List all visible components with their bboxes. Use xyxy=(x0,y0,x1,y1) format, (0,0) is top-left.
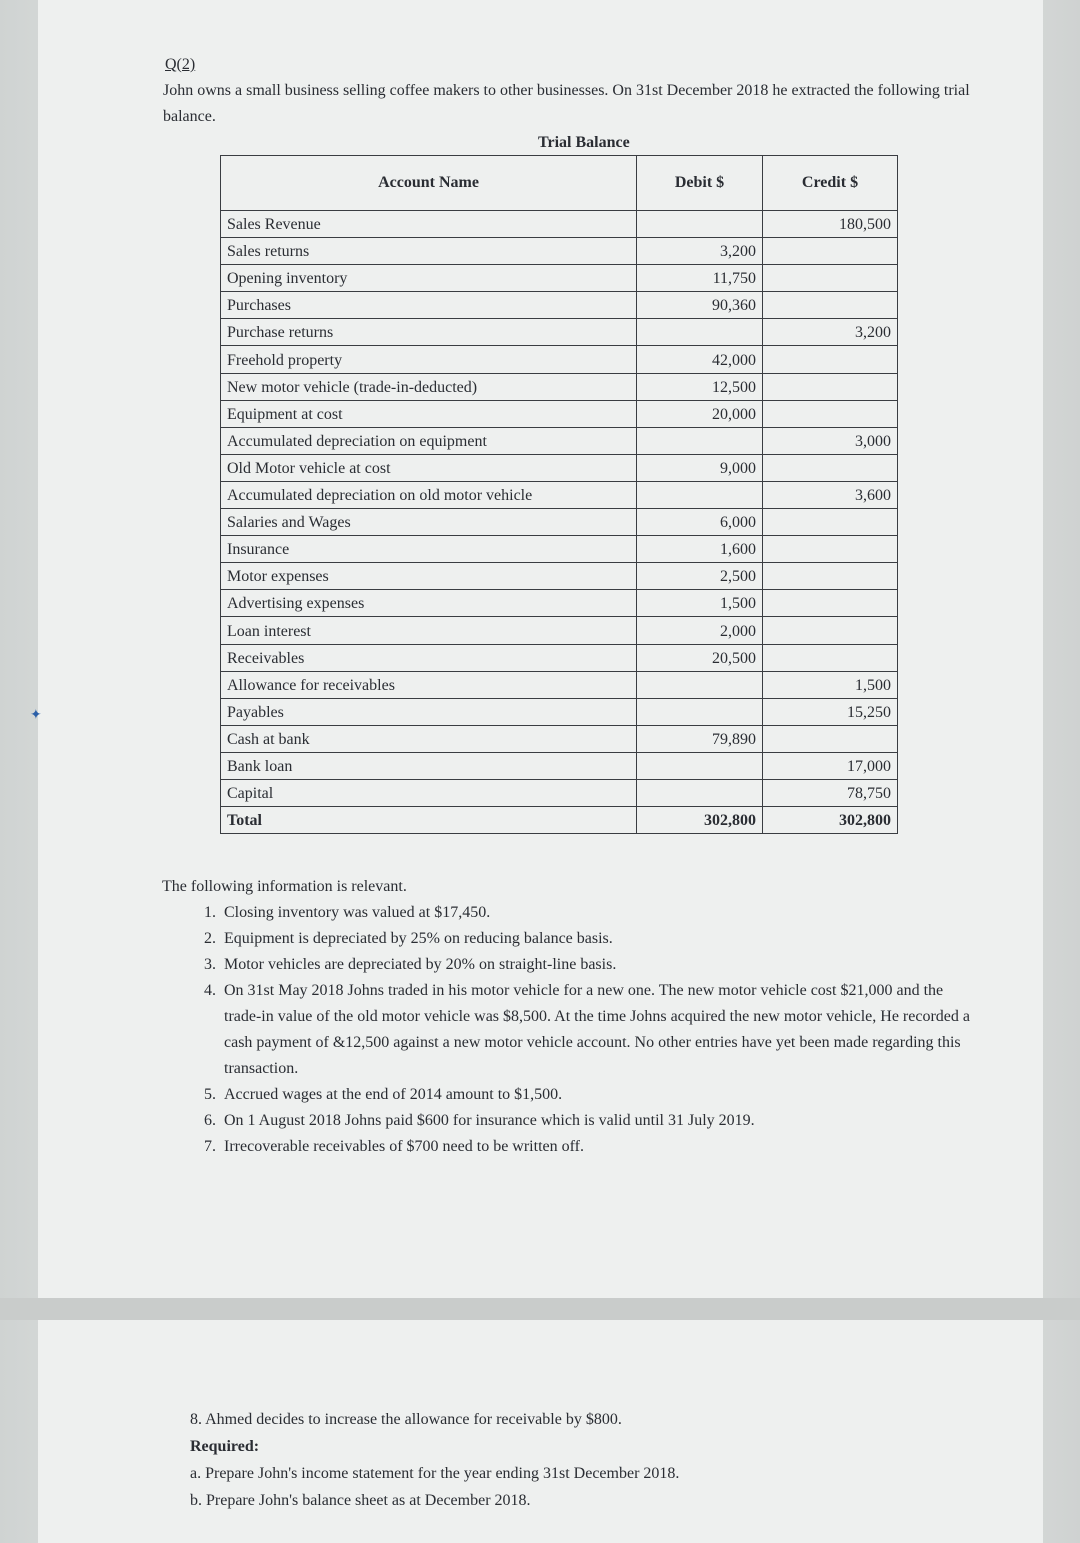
required-a: a. Prepare John's income statement for the year ending 31st December 2018. xyxy=(190,1465,680,1482)
account-name-cell: Sales returns xyxy=(221,238,637,265)
relevant-information xyxy=(162,874,982,1160)
account-name-cell: Bank loan xyxy=(221,752,637,779)
table-row xyxy=(221,292,898,319)
header-debit: Debit $ xyxy=(637,156,763,211)
credit-cell xyxy=(763,454,898,481)
table-row xyxy=(221,509,898,536)
intro-text: John owns a small business selling coffee makers to other businesses. On 31st December 2018 he extracted the following trial balance. xyxy=(163,82,970,125)
debit-cell: 2,500 xyxy=(637,563,763,590)
cursor-mark-icon: ✦ xyxy=(30,708,42,723)
debit-cell: 42,000 xyxy=(637,346,763,373)
table-row xyxy=(221,536,898,563)
debit-cell: 2,000 xyxy=(637,617,763,644)
debit-cell: 1,500 xyxy=(637,590,763,617)
account-name-cell: Opening inventory xyxy=(221,265,637,292)
credit-cell: 15,250 xyxy=(763,698,898,725)
credit-cell xyxy=(763,265,898,292)
debit-cell: 9,000 xyxy=(637,454,763,481)
credit-cell xyxy=(763,292,898,319)
debit-cell: 20,000 xyxy=(637,400,763,427)
credit-cell xyxy=(763,590,898,617)
account-name-cell: Purchases xyxy=(221,292,637,319)
account-name-cell: Receivables xyxy=(221,644,637,671)
table-row xyxy=(221,563,898,590)
account-name-cell: Old Motor vehicle at cost xyxy=(221,454,637,481)
credit-cell: 3,600 xyxy=(763,481,898,508)
required-section xyxy=(190,1406,1010,1514)
credit-cell: 17,000 xyxy=(763,752,898,779)
debit-cell: 12,500 xyxy=(637,373,763,400)
debit-cell: 79,890 xyxy=(637,725,763,752)
table-total-row xyxy=(221,807,898,834)
credit-cell xyxy=(763,238,898,265)
credit-cell xyxy=(763,725,898,752)
debit-cell xyxy=(637,698,763,725)
debit-cell: 3,200 xyxy=(637,238,763,265)
table-row xyxy=(221,400,898,427)
table-row xyxy=(221,590,898,617)
info-item-8: 8. Ahmed decides to increase the allowance for receivable by $800. xyxy=(190,1411,622,1428)
credit-cell xyxy=(763,400,898,427)
account-name-cell: Purchase returns xyxy=(221,319,637,346)
account-name-cell: Total xyxy=(221,807,637,834)
table-row xyxy=(221,319,898,346)
table-row xyxy=(221,725,898,752)
info-item: 4. On 31st May 2018 Johns traded in his motor vehicle for a new one. The new motor vehicle cost $21,000 and the trade-in value of the old motor vehicle was $8,500. At the time Johns acquired the new motor vehicle, He recorded a cash payment of &12,500 against a new motor vehicle account. No other entries have yet been made regarding this transaction. xyxy=(220,978,982,1082)
table-row xyxy=(221,779,898,806)
account-name-cell: Advertising expenses xyxy=(221,590,637,617)
table-row xyxy=(221,211,898,238)
account-name-cell: Freehold property xyxy=(221,346,637,373)
required-label: Required: xyxy=(190,1438,260,1455)
account-name-cell: Accumulated depreciation on equipment xyxy=(221,427,637,454)
account-name-cell: Capital xyxy=(221,779,637,806)
account-name-cell: Insurance xyxy=(221,536,637,563)
debit-cell xyxy=(637,211,763,238)
account-name-cell: Cash at bank xyxy=(221,725,637,752)
account-name-cell: Sales Revenue xyxy=(221,211,637,238)
credit-cell: 3,000 xyxy=(763,427,898,454)
table-row xyxy=(221,671,898,698)
debit-cell xyxy=(637,427,763,454)
credit-cell xyxy=(763,509,898,536)
credit-cell: 78,750 xyxy=(763,779,898,806)
credit-cell: 302,800 xyxy=(763,807,898,834)
debit-cell: 302,800 xyxy=(637,807,763,834)
account-name-cell: Motor expenses xyxy=(221,563,637,590)
account-name-cell: Loan interest xyxy=(221,617,637,644)
table-header-row xyxy=(221,156,898,211)
account-name-cell: Accumulated depreciation on old motor vehicle xyxy=(221,481,637,508)
trial-balance-table xyxy=(220,155,898,834)
account-name-cell: Allowance for receivables xyxy=(221,671,637,698)
credit-cell: 180,500 xyxy=(763,211,898,238)
info-list xyxy=(162,900,982,1160)
credit-cell xyxy=(763,644,898,671)
table-row xyxy=(221,698,898,725)
account-name-cell: Payables xyxy=(221,698,637,725)
info-item: 1. Closing inventory was valued at $17,450. xyxy=(220,900,982,926)
required-b: b. Prepare John's balance sheet as at December 2018. xyxy=(190,1492,531,1509)
info-item: 3. Motor vehicles are depreciated by 20% on straight-line basis. xyxy=(220,952,982,978)
credit-cell xyxy=(763,536,898,563)
debit-cell xyxy=(637,752,763,779)
info-heading: The following information is relevant. xyxy=(162,878,407,895)
debit-cell xyxy=(637,671,763,698)
account-name-cell: New motor vehicle (trade-in-deducted) xyxy=(221,373,637,400)
question-label: Q(2) xyxy=(165,56,196,73)
debit-cell: 20,500 xyxy=(637,644,763,671)
table-row xyxy=(221,427,898,454)
header-credit: Credit $ xyxy=(763,156,898,211)
credit-cell xyxy=(763,617,898,644)
table-row xyxy=(221,644,898,671)
trial-balance-title: Trial Balance xyxy=(538,134,630,151)
table-row xyxy=(221,454,898,481)
credit-cell xyxy=(763,373,898,400)
debit-cell: 6,000 xyxy=(637,509,763,536)
header-account-name: Account Name xyxy=(221,156,637,211)
debit-cell xyxy=(637,481,763,508)
info-item: 6. On 1 August 2018 Johns paid $600 for insurance which is valid until 31 July 2019. xyxy=(220,1108,982,1134)
info-item: 5. Accrued wages at the end of 2014 amount to $1,500. xyxy=(220,1082,982,1108)
table-body xyxy=(221,211,898,834)
table-row xyxy=(221,373,898,400)
table-row xyxy=(221,265,898,292)
debit-cell: 11,750 xyxy=(637,265,763,292)
table-row xyxy=(221,346,898,373)
info-item: 7. Irrecoverable receivables of $700 need to be written off. xyxy=(220,1134,982,1160)
account-name-cell: Salaries and Wages xyxy=(221,509,637,536)
info-item: 2. Equipment is depreciated by 25% on reducing balance basis. xyxy=(220,926,982,952)
credit-cell xyxy=(763,563,898,590)
credit-cell: 1,500 xyxy=(763,671,898,698)
table-row xyxy=(221,238,898,265)
debit-cell xyxy=(637,319,763,346)
page-gap xyxy=(0,1298,1080,1320)
debit-cell: 90,360 xyxy=(637,292,763,319)
table-row xyxy=(221,617,898,644)
table-row xyxy=(221,752,898,779)
credit-cell: 3,200 xyxy=(763,319,898,346)
debit-cell xyxy=(637,779,763,806)
account-name-cell: Equipment at cost xyxy=(221,400,637,427)
credit-cell xyxy=(763,346,898,373)
table-row xyxy=(221,481,898,508)
debit-cell: 1,600 xyxy=(637,536,763,563)
